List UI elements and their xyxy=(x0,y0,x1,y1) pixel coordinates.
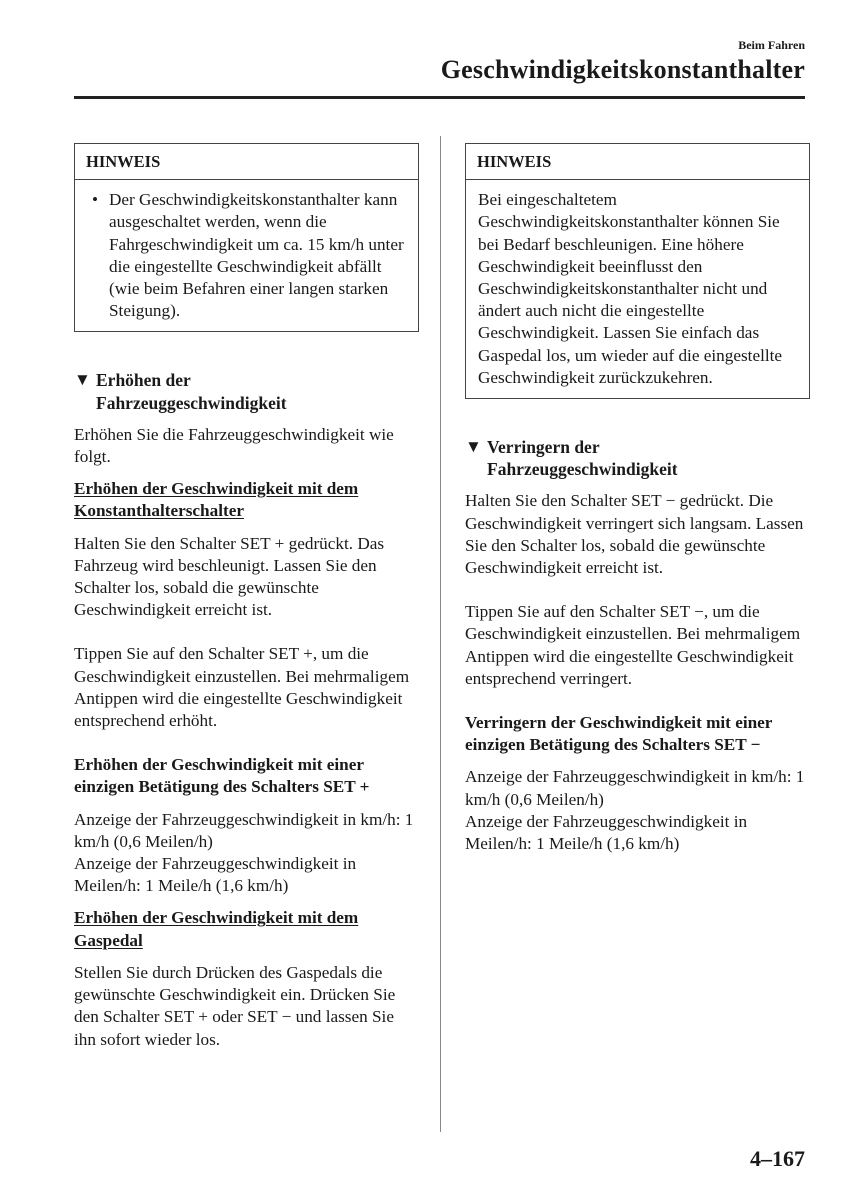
paragraph-tap-set-plus: Tippen Sie auf den Schalter SET +, um die Geschwindigkeit einzustellen. Bei mehrmaligem Antippen wird die eingestellte Geschwindigkeit entsprechend erhöht. xyxy=(74,644,410,731)
subheading-cruise-switch: Erhöhen der Geschwindigkeit mit dem Konstanthalterschalter xyxy=(74,479,359,521)
right-column xyxy=(465,143,810,865)
note-box-right xyxy=(465,143,810,399)
subheading-single-press-minus: Verringern der Geschwindigkeit mit einer einzigen Betätigung des Schalters SET − xyxy=(465,713,773,755)
header-section-label: Beim Fahren xyxy=(738,38,805,52)
section-heading-line2: Fahrzeuggeschwindigkeit xyxy=(487,459,678,480)
bullet-icon: • xyxy=(92,190,99,210)
section-heading-line2: Fahrzeuggeschwindigkeit xyxy=(96,392,287,413)
note-list-item xyxy=(87,189,406,322)
column-divider xyxy=(440,136,441,1132)
section-heading-line1: Erhöhen der xyxy=(96,370,191,391)
note-body-text: Bei eingeschaltetem Geschwindigkeitskonstanthalter können Sie bei Bedarf beschleunigen. Eine höhere Geschwindigkeit beeinflusst den Geschwindigkeitskonstanthalter nicht und ändert auch nicht die eingestellte Geschwindigkeit. Lassen Sie einfach das Gaspedal los, um wieder auf die eingestellte Geschwindigkeit zurückzukehren. xyxy=(478,190,783,387)
header-rule xyxy=(74,96,805,99)
paragraph-mph-step: Anzeige der Fahrzeuggeschwindigkeit in Meilen/h: 1 Meile/h (1,6 km/h) xyxy=(465,811,748,854)
paragraph-mph-step: Anzeige der Fahrzeuggeschwindigkeit in Meilen/h: 1 Meile/h (1,6 km/h) xyxy=(74,854,357,896)
note-heading: HINWEIS xyxy=(75,144,418,180)
section-heading-decrease xyxy=(465,436,810,480)
left-column xyxy=(74,143,419,1061)
subheading-accelerator: Erhöhen der Geschwindigkeit mit dem Gaspedal xyxy=(74,908,359,950)
note-list xyxy=(87,189,406,322)
note-body xyxy=(75,180,418,331)
section-heading-increase xyxy=(74,369,419,413)
page-title: Geschwindigkeitskonstanthalter xyxy=(440,55,805,84)
paragraph-accelerator: Stellen Sie durch Drücken des Gaspedals die gewünschte Geschwindigkeit ein. Drücken Sie den Schalter SET + oder SET − und lassen Sie ihn sofort wieder los. xyxy=(74,962,396,1049)
triangle-down-icon: ▼ xyxy=(74,370,91,390)
paragraph-hold-set-plus: Halten Sie den Schalter SET + gedrückt. Das Fahrzeug wird beschleunigt. Lassen Sie den Schalter los, sobald die gewünschte Geschwindigkeit erreicht ist. xyxy=(74,533,385,620)
note-item-text: Der Geschwindigkeitskonstanthalter kann ausgeschaltet werden, wenn die Fahrgeschwindigkeit um ca. 15 km/h unter die eingestellte Geschwindigkeit abfällt (wie beim Befahren einer langen starken Steigung). xyxy=(109,190,404,321)
paragraph-hold-set-minus: Halten Sie den Schalter SET − gedrückt. Die Geschwindigkeit verringert sich langsam. Lassen Sie den Schalter los, sobald die gewünschte Geschwindigkeit erreicht ist. xyxy=(465,491,804,578)
section-heading-text xyxy=(96,369,419,413)
paragraph-tap-set-minus: Tippen Sie auf den Schalter SET −, um die Geschwindigkeit einzustellen. Bei mehrmaligem Antippen wird die eingestellte Geschwindigkeit entsprechend verringert. xyxy=(465,602,801,688)
triangle-down-icon: ▼ xyxy=(465,437,482,457)
paragraph-kmh-step: Anzeige der Fahrzeuggeschwindigkeit in km/h: 1 km/h (0,6 Meilen/h) xyxy=(465,767,805,809)
paragraph-kmh-step: Anzeige der Fahrzeuggeschwindigkeit in km/h: 1 km/h (0,6 Meilen/h) xyxy=(74,809,414,851)
note-box-left xyxy=(74,143,419,332)
subheading-single-press: Erhöhen der Geschwindigkeit mit einer einzigen Betätigung des Schalters SET + xyxy=(74,755,370,797)
section-heading-line1: Verringern der xyxy=(487,437,600,458)
intro-paragraph: Erhöhen Sie die Fahrzeuggeschwindigkeit wie folgt. xyxy=(74,424,394,467)
page-number: 4–167 xyxy=(750,1146,805,1171)
note-heading: HINWEIS xyxy=(466,144,809,180)
section-heading-text xyxy=(487,436,810,480)
